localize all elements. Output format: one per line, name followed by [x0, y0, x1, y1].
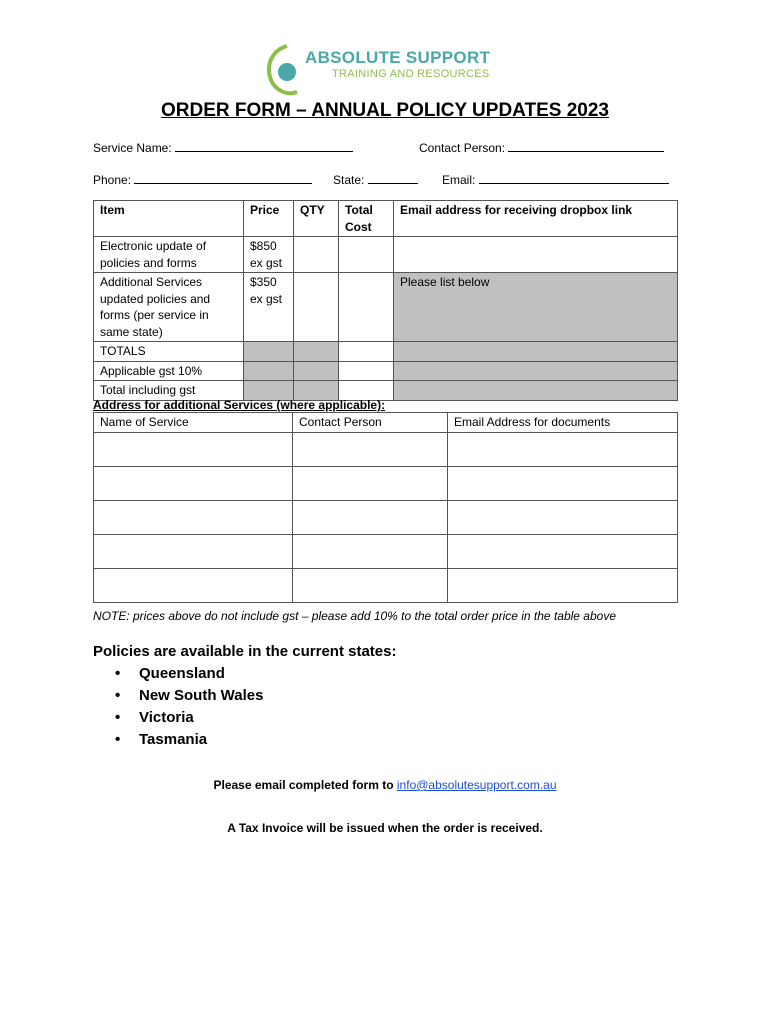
header-total-cost: Total Cost [339, 201, 394, 237]
name-cell[interactable] [94, 466, 293, 500]
name-cell[interactable] [94, 500, 293, 534]
state-blank[interactable] [368, 173, 418, 184]
state-label: State: [333, 173, 365, 187]
service-name-label: Service Name: [93, 141, 172, 155]
order-table [93, 200, 678, 401]
row-price: $350 ex gst [244, 273, 294, 342]
states-list [115, 664, 263, 752]
phone-field[interactable] [93, 173, 312, 187]
row-qty-cell[interactable] [294, 237, 339, 273]
page-title: ORDER FORM – ANNUAL POLICY UPDATES 2023 [161, 100, 609, 121]
contact-person-label: Contact Person: [419, 141, 506, 155]
contact-cell[interactable] [293, 466, 448, 500]
header-name-of-service: Name of Service [94, 413, 293, 433]
order-table-header [94, 201, 678, 237]
email-cell[interactable] [448, 500, 678, 534]
table-row [94, 500, 678, 534]
table-row [94, 534, 678, 568]
list-item [115, 686, 263, 708]
grey-cell [294, 342, 339, 362]
bullet-icon: • [115, 709, 121, 726]
header-item: Item [94, 201, 244, 237]
email-instruction [0, 778, 770, 792]
row-qty-cell[interactable] [294, 273, 339, 342]
state-name: Tasmania [139, 731, 208, 748]
email-cell[interactable] [448, 432, 678, 466]
totals-cost-cell[interactable] [339, 342, 394, 362]
summary-label: Total including gst [94, 381, 244, 401]
table-row [94, 237, 678, 273]
email-cell[interactable] [448, 568, 678, 602]
grey-cell [394, 342, 678, 362]
summary-label: TOTALS [94, 342, 244, 362]
bullet-icon: • [115, 687, 121, 704]
logo-name: ABSOLUTE SUPPORT [305, 48, 491, 67]
address-table-header [94, 413, 678, 433]
invoice-note: A Tax Invoice will be issued when the order is received. [227, 821, 543, 835]
contact-cell[interactable] [293, 568, 448, 602]
contact-person-blank[interactable] [508, 141, 664, 152]
email-link[interactable]: info@absolutesupport.com.au [396, 778, 557, 792]
policies-heading: Policies are available in the current states: [93, 643, 397, 660]
grey-cell [294, 361, 339, 381]
bullet-icon: • [115, 731, 121, 748]
price-note: NOTE: prices above do not include gst – please add 10% to the total order price in the table above [93, 609, 616, 623]
logo-tagline: TRAINING AND RESOURCES [332, 68, 490, 80]
grey-cell [244, 361, 294, 381]
name-cell[interactable] [94, 432, 293, 466]
grey-cell [244, 342, 294, 362]
state-field[interactable] [333, 173, 418, 187]
service-name-field[interactable] [93, 141, 353, 155]
row-price: $850 ex gst [244, 237, 294, 273]
email-instruction-text: Please email completed form to [213, 778, 394, 792]
phone-label: Phone: [93, 173, 132, 187]
header-email-documents: Email Address for documents [448, 413, 678, 433]
state-name: New South Wales [139, 687, 264, 704]
email-field[interactable] [442, 173, 669, 187]
name-cell[interactable] [94, 534, 293, 568]
table-row [94, 273, 678, 342]
grey-cell [394, 381, 678, 401]
list-item [115, 730, 263, 752]
row-item: Additional Services updated policies and forms (per service in same state) [94, 273, 244, 342]
contact-cell[interactable] [293, 534, 448, 568]
header-price: Price [244, 201, 294, 237]
email-cell[interactable] [448, 466, 678, 500]
summary-label: Applicable gst 10% [94, 361, 244, 381]
email-label: Email: [442, 173, 476, 187]
table-row [94, 432, 678, 466]
row-total-cell[interactable] [339, 237, 394, 273]
email-cell[interactable] [448, 534, 678, 568]
header-qty: QTY [294, 201, 339, 237]
contact-person-field[interactable] [419, 141, 664, 155]
table-row [94, 466, 678, 500]
gst-row [94, 361, 678, 381]
list-item [115, 708, 263, 730]
row-email-cell: Please list below [394, 273, 678, 342]
email-blank[interactable] [479, 173, 669, 184]
grey-cell [394, 361, 678, 381]
address-section-heading: Address for additional Services (where applicable): [93, 398, 386, 412]
table-row [94, 568, 678, 602]
company-logo [265, 42, 505, 98]
totals-row [94, 342, 678, 362]
row-item: Electronic update of policies and forms [94, 237, 244, 273]
state-name: Queensland [139, 665, 225, 682]
row-total-cell[interactable] [339, 273, 394, 342]
address-table [93, 412, 678, 603]
logo-mark-icon [265, 42, 305, 98]
contact-cell[interactable] [293, 432, 448, 466]
header-email: Email address for receiving dropbox link [394, 201, 678, 237]
state-name: Victoria [139, 709, 194, 726]
row-email-cell[interactable] [394, 237, 678, 273]
name-cell[interactable] [94, 568, 293, 602]
header-contact-person: Contact Person [293, 413, 448, 433]
list-item [115, 664, 263, 686]
service-name-blank[interactable] [175, 141, 353, 152]
phone-blank[interactable] [134, 173, 312, 184]
contact-cell[interactable] [293, 500, 448, 534]
bullet-icon: • [115, 665, 121, 682]
gst-cost-cell[interactable] [339, 361, 394, 381]
